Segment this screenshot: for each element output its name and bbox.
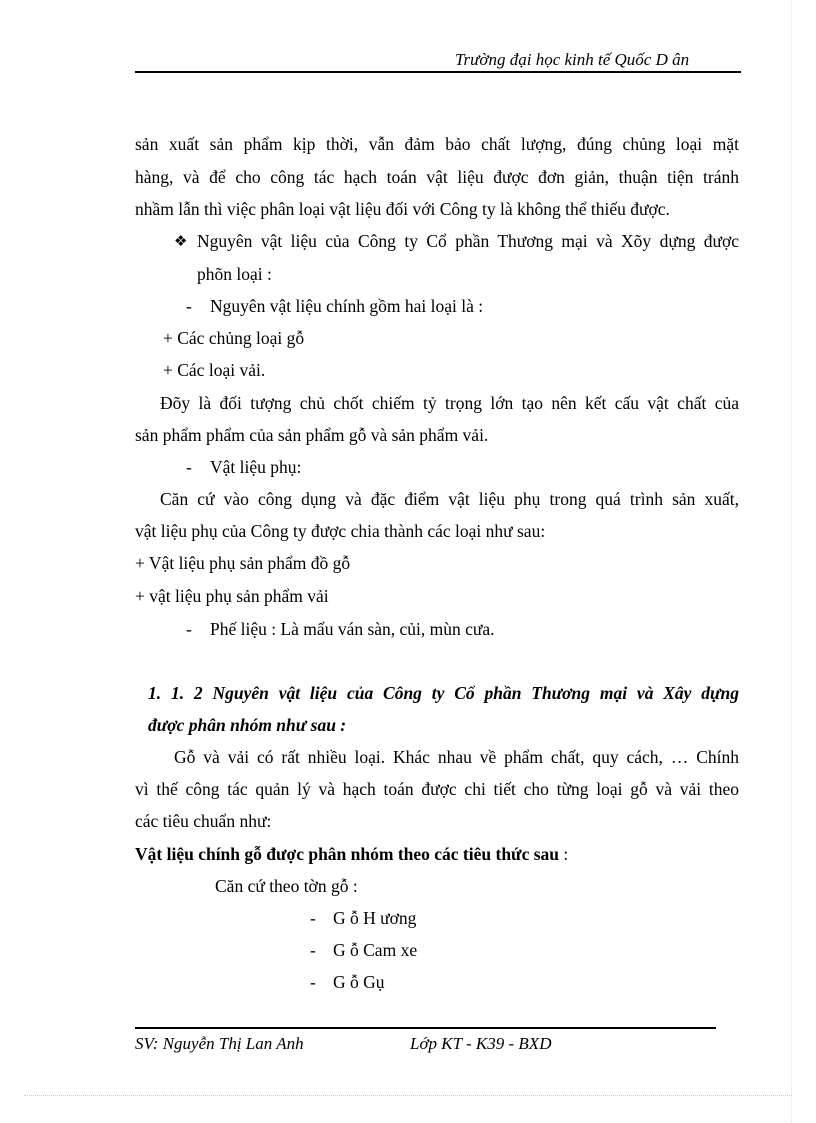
paragraph-line: nhầm lẫn thì việc phân loại vật liệu đối với Công ty là không thể thiếu được. <box>135 199 670 219</box>
plus-item: + Vật liệu phụ sản phẩm đồ gỗ <box>135 553 351 573</box>
plus-item: + Các chủng loại gỗ <box>163 328 305 348</box>
dash-marker: - <box>186 619 192 639</box>
footer-class: Lớp KT - K39 - BXD <box>410 1034 552 1053</box>
paragraph-line: sản xuất sản phẩm kịp thời, vẫn đảm bảo chất lượng, đúng chủng loại mặt <box>135 134 739 154</box>
page-border-bottom <box>24 1095 792 1096</box>
bullet-text-line: Nguyên vật liệu của Công ty Cổ phần Thương mại và Xõy dựng được <box>197 231 739 251</box>
header-rule <box>135 71 741 73</box>
footer-student: SV: Nguyễn Thị Lan Anh <box>135 1034 304 1053</box>
paragraph-line: vì thế công tác quản lý và hạch toán được chi tiết cho từng loại gỗ và vải theo <box>135 779 739 799</box>
dash-marker: - <box>310 908 316 928</box>
section-heading: 1. 1. 2 Nguyên vật liệu của Công ty Cổ phần Thương mại và Xây dựng <box>148 683 739 703</box>
dash-marker: - <box>186 296 192 316</box>
dash-marker: - <box>310 972 316 992</box>
paragraph-line: sản phẩm phẩm của sản phẩm gỗ và sản phẩm vải. <box>135 425 489 445</box>
bullet-text-line: phõn loại : <box>197 264 272 284</box>
wood-type-item: G ỗ Gụ <box>333 972 385 992</box>
bold-subheading <box>135 844 568 864</box>
footer-rule <box>135 1027 716 1029</box>
plus-item: + vật liệu phụ sản phẩm vải <box>135 586 329 606</box>
plus-item: + Các loại vải. <box>163 360 266 380</box>
dash-item-text: Vật liệu phụ: <box>210 457 302 477</box>
dash-marker: - <box>310 940 316 960</box>
paragraph-line: Gỗ và vải có rất nhiều loại. Khác nhau về phẩm chất, quy cách, … Chính <box>174 747 739 767</box>
sub-criterion: Căn cứ theo tờn gỗ : <box>215 876 358 896</box>
dash-item-text: Phế liệu : Là mẩu ván sàn, củi, mùn cưa. <box>210 619 495 639</box>
paragraph-line: các tiêu chuẩn như: <box>135 811 272 831</box>
bold-subheading-colon: : <box>563 844 569 864</box>
bold-subheading-text: Vật liệu chính gỗ được phân nhóm theo các tiêu thức sau <box>135 844 559 864</box>
section-heading-cont: được phân nhóm như sau : <box>148 715 347 735</box>
diamond-bullet-icon: ❖ <box>174 232 188 250</box>
paragraph-line: vật liệu phụ của Công ty được chia thành các loại như sau: <box>135 521 546 541</box>
wood-type-item: G ỗ H ương <box>333 908 417 928</box>
page-header-title: Trường đại học kinh tế Quốc D ân <box>455 50 690 69</box>
paragraph-line: hàng, và để cho công tác hạch toán vật liệu được đơn giản, thuận tiện tránh <box>135 167 739 187</box>
wood-type-item: G ỗ Cam xe <box>333 940 418 960</box>
page-border-right <box>791 0 792 1123</box>
dash-item-text: Nguyên vật liệu chính gồm hai loại là : <box>210 296 484 316</box>
dash-marker: - <box>186 457 192 477</box>
paragraph-line: Đõy là đối tượng chủ chốt chiếm tỷ trọng lớn tạo nên kết cấu vật chất của <box>160 393 739 413</box>
paragraph-line: Căn cứ vào công dụng và đặc điểm vật liệu phụ trong quá trình sản xuất, <box>160 489 739 509</box>
